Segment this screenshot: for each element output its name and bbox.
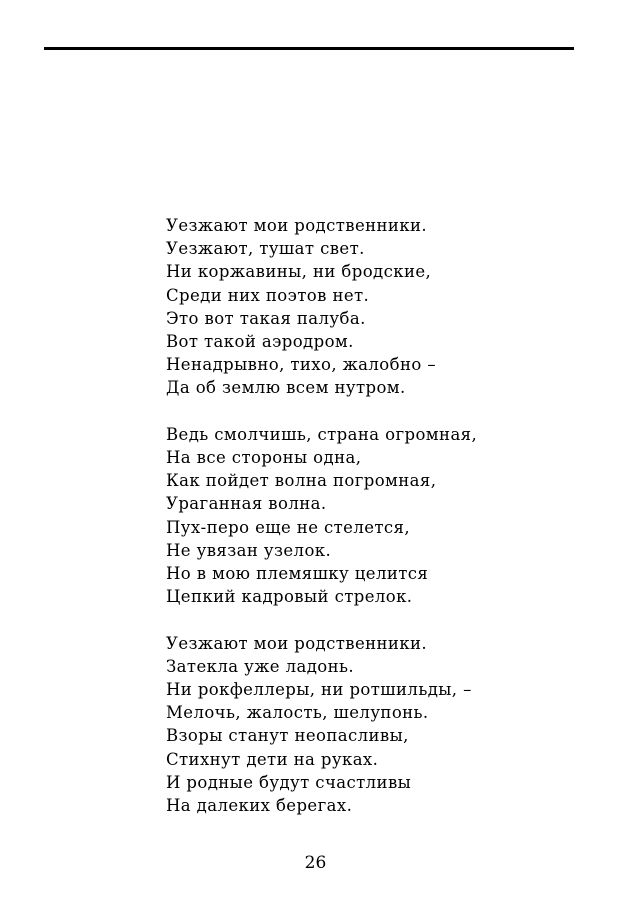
poem-line: Это вот такая палуба. xyxy=(166,308,366,328)
poem-line: Ураганная волна. xyxy=(166,494,327,514)
stanza-1 xyxy=(166,214,586,400)
poem-line: Взоры станут неопасливы, xyxy=(166,726,409,746)
poem-line: Уезжают, тушат свет. xyxy=(166,239,365,259)
poem-line: Затекла уже ладонь. xyxy=(166,656,355,676)
poem-line: Как пойдет волна погромная, xyxy=(166,471,437,491)
poem-line: Ненадрывно, тихо, жалобно – xyxy=(166,355,436,375)
poem-line: Пух-перо еще не стелется, xyxy=(166,517,411,537)
poem-line: Ведь смолчишь, страна огромная, xyxy=(166,424,478,444)
poem-line: Уезжают мои родственники. xyxy=(166,216,428,235)
poem-line: Цепкий кадровый стрелок. xyxy=(166,587,413,607)
page-number: 26 xyxy=(304,853,327,873)
poem-line: На все стороны одна, xyxy=(166,448,362,468)
poem-line: Ни коржавины, ни бродские, xyxy=(166,262,432,282)
top-rule xyxy=(44,47,574,50)
poem-line: Мелочь, жалость, шелупонь. xyxy=(166,703,429,723)
poem-line: Но в мою племяшку целится xyxy=(166,564,429,584)
poem-line: Уезжают мои родственники. xyxy=(166,633,428,653)
stanza-2 xyxy=(166,423,586,609)
poem-line: Не увязан узелок. xyxy=(166,540,332,560)
poem-line: Да об землю всем нутром. xyxy=(166,378,406,398)
poem-line: На далеких берегах. xyxy=(166,796,353,816)
poem-line: Ни рокфеллеры, ни ротшильды, – xyxy=(166,680,472,700)
poem xyxy=(166,214,586,817)
poem-line: Стихнут дети на руках. xyxy=(166,749,379,769)
stanza-3 xyxy=(166,632,586,818)
poem-line: Среди них поэтов нет. xyxy=(166,285,370,305)
poem-line: Вот такой аэродром. xyxy=(166,332,354,352)
poem-line: И родные будут счастливы xyxy=(166,772,412,792)
